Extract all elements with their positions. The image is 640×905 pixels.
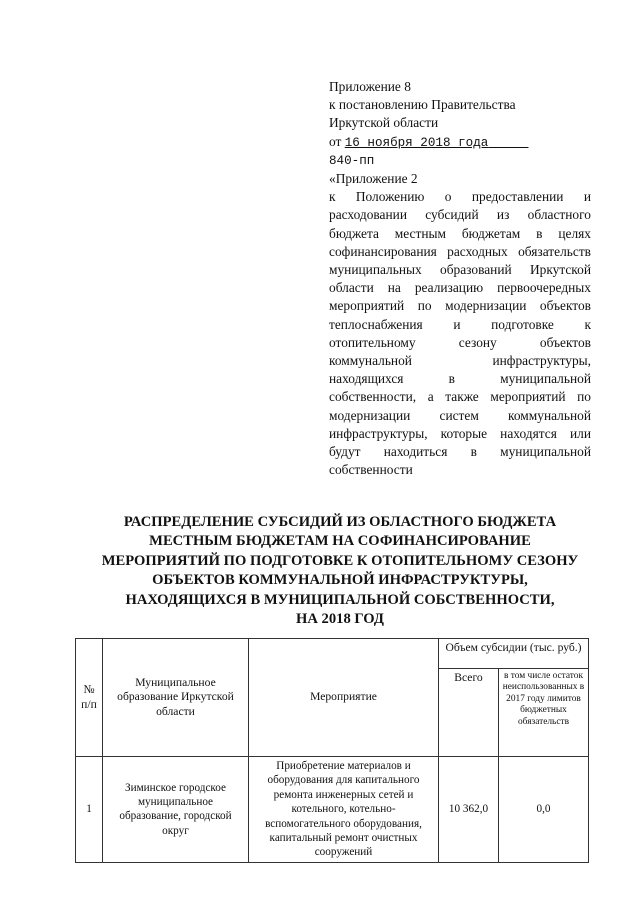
row-total: 10 362,0 [439, 757, 499, 863]
row-num: 1 [76, 757, 103, 863]
header-total: Всего [439, 669, 499, 757]
table-header-row [76, 639, 589, 669]
title-line-3: МЕРОПРИЯТИЙ ПО ПОДГОТОВКЕ К ОТОПИТЕЛЬНОМУ СЕЗОНУ [101, 552, 579, 569]
header-unused-limits: в том числе остаток неиспользованных в 2017 году лимитов бюджетных обязательств [499, 669, 589, 757]
header-municipality: Муниципальное образование Иркутской области [103, 639, 249, 757]
title-line-5: НАХОДЯЩИХСЯ В МУНИЦИПАЛЬНОЙ СОБСТВЕННОСТИ, [125, 591, 555, 608]
annex-line-2: к постановлению Правительства [329, 97, 516, 113]
row-activity: Приобретение материалов и оборудования для капитального ремонта инженерных сетей и котельного, котельно-вспомогательного оборудования, капитальный ремонт очистных сооружений [249, 757, 439, 863]
table-row [76, 757, 589, 863]
annex-date-line [329, 133, 591, 152]
annex2-title: «Приложение 2 [329, 171, 418, 187]
annex-header [329, 78, 591, 479]
annex2-text: к Положению о предоставлении и расходовании субсидий из областного бюджета местным бюджетам в целях софинансирования расходных обязательств муниципальных образований Иркутской области на реализацию первоочередных мероприятий по модернизации объектов теплоснабжения и подготовке к отопительному сезону объектов коммунальной инфраструктуры, находящихся в муниципальной собственности, а также мероприятий по модернизации систем коммунальной инфраструктуры, которые находятся или будут находиться в муниципальной собственности [329, 189, 591, 478]
header-subsidy-volume: Объем субсидии (тыс. руб.) [439, 639, 589, 669]
header-num: № п/п [76, 639, 103, 757]
annex-number: 840-пп [329, 153, 375, 168]
annex-line-3: Иркутской области [329, 115, 439, 131]
header-activity: Мероприятие [249, 639, 439, 757]
title-line-6: НА 2018 ГОД [296, 611, 384, 628]
subsidy-table [75, 638, 589, 863]
document-title [60, 513, 620, 629]
annex-date-blank [488, 134, 528, 149]
annex-line-1: Приложение 8 [329, 79, 411, 94]
row-unused-limits: 0,0 [499, 757, 589, 863]
annex-date-prefix: от [329, 133, 345, 149]
title-line-2: МЕСТНЫМ БЮДЖЕТАМ НА СОФИНАНСИРОВАНИЕ [149, 533, 531, 550]
annex-date-value: 16 ноября 2018 года [344, 135, 489, 150]
title-line-4: ОБЪЕКТОВ КОММУНАЛЬНОЙ ИНФРАСТРУКТУРЫ, [152, 572, 528, 589]
title-line-1: РАСПРЕДЕЛЕНИЕ СУБСИДИЙ ИЗ ОБЛАСТНОГО БЮДЖЕТА [123, 514, 557, 530]
row-municipality: Зиминское городское муниципальное образование, городской округ [103, 757, 249, 863]
